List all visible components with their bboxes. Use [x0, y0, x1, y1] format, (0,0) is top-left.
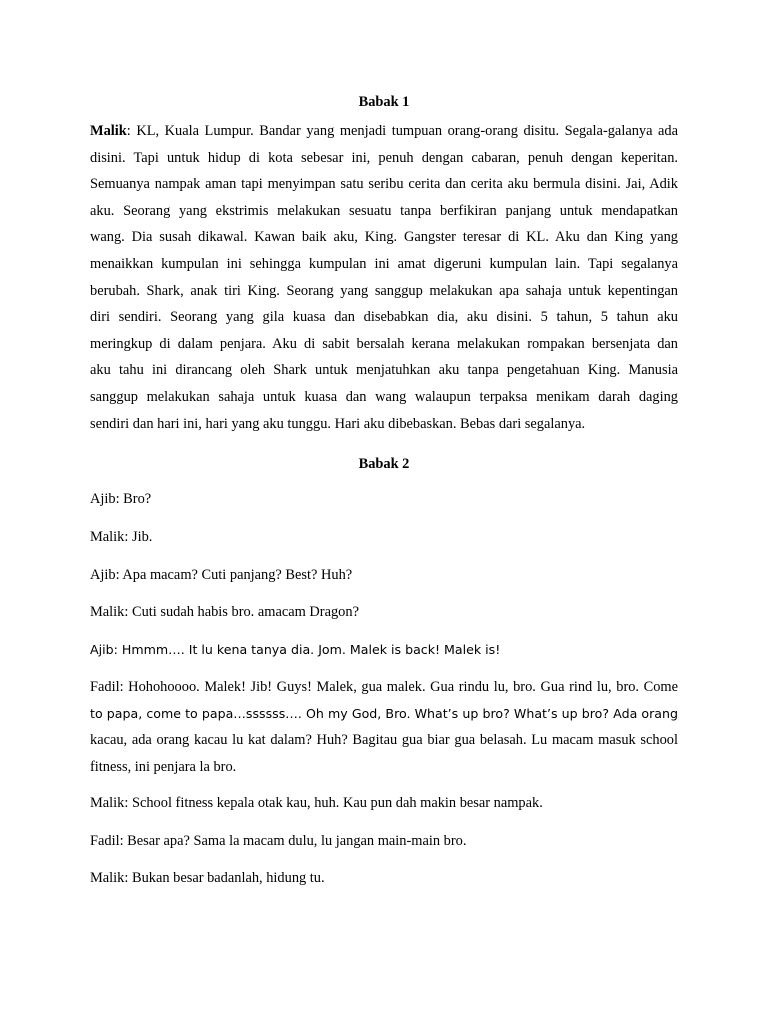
- babak-2-heading: Babak 2: [358, 456, 410, 472]
- monologue-line: meringkup di dalam penjara. Aku di sabit bersalah kerana melakukan rompakan bersenjata dan: [90, 335, 678, 352]
- monologue-line: sanggup melakukan sahaja untuk kuasa dan wang walaupun terpaksa menikam darah daging: [90, 388, 678, 405]
- monologue-line: aku. Seorang yang ekstrimis melakukan sesuatu tanpa berfikiran panjang untuk mendapatkan: [90, 202, 678, 219]
- dialogue-line: Malik: Cuti sudah habis bro. amacam Dragon?: [90, 604, 359, 620]
- dialogue-line: Malik: School fitness kepala otak kau, huh. Kau pun dah makin besar nampak.: [90, 795, 543, 811]
- dialogue-line: to papa, come to papa…ssssss…. Oh my God, Bro. What’s up bro? What’s up bro? Ada orang: [90, 705, 678, 721]
- monologue-line: berubah. Shark, anak tiri King. Seorang yang sanggup melakukan apa sahaja untuk kepentingan: [90, 282, 678, 299]
- dialogue-line: Fadil: Besar apa? Sama la macam dulu, lu jangan main-main bro.: [90, 833, 467, 849]
- dialogue-line: Ajib: Hmmm…. It lu kena tanya dia. Jom. Malek is back! Malek is!: [90, 642, 501, 657]
- dialogue-line: Malik: Jib.: [90, 529, 153, 545]
- dialogue-line: Ajib: Bro?: [90, 491, 152, 507]
- monologue-line: Semuanya nampak aman tapi menyimpan satu seribu cerita dan cerita aku bermula disini. Jai, Adik: [90, 176, 678, 193]
- speaker-name: Malik: [90, 123, 127, 139]
- dialogue-line: Ajib: Apa macam? Cuti panjang? Best? Huh?: [90, 567, 353, 583]
- monologue-line: Malik: KL, Kuala Lumpur. Bandar yang menjadi tumpuan orang-orang disitu. Segala-galanya ada: [90, 123, 678, 139]
- babak-1-heading: Babak 1: [358, 94, 410, 110]
- dialogue-line: Fadil: Hohohoooo. Malek! Jib! Guys! Malek, gua malek. Gua rindu lu, bro. Gua rind lu, bro. Come: [90, 679, 678, 695]
- monologue-line: menaikkan kumpulan ini sehingga kumpulan ini amat digeruni kumpulan lain. Tapi segalanya: [90, 255, 678, 272]
- monologue-line: wang. Dia susah dikawal. Kawan baik aku, King. Gangster teresar di KL. Aku dan King yang: [90, 229, 678, 246]
- dialogue-line: Malik: Bukan besar badanlah, hidung tu.: [90, 870, 325, 886]
- monologue-line: aku tahu ini dirancang oleh Shark untuk menjatuhkan aku tanpa pengetahuan King. Manusia: [90, 362, 678, 379]
- fadil-paragraph: [90, 678, 678, 784]
- monologue-line: sendiri dan hari ini, hari yang aku tunggu. Hari aku dibebaskan. Bebas dari segalanya.: [90, 415, 586, 432]
- dialogue-line: kacau, ada orang kacau lu kat dalam? Huh? Bagitau gua biar gua belasah. Lu macam masuk school: [90, 732, 678, 749]
- monologue-line: diri sendiri. Seorang yang gila kuasa dan disebabkan dia, aku disini. 5 tahun, 5 tahun aku: [90, 309, 678, 326]
- babak-1-monologue: [90, 122, 678, 441]
- dialogue-line: fitness, ini penjara la bro.: [90, 758, 237, 775]
- monologue-line: disini. Tapi untuk hidup di kota sebesar ini, penuh dengan cabaran, penuh dengan keperitan.: [90, 149, 678, 166]
